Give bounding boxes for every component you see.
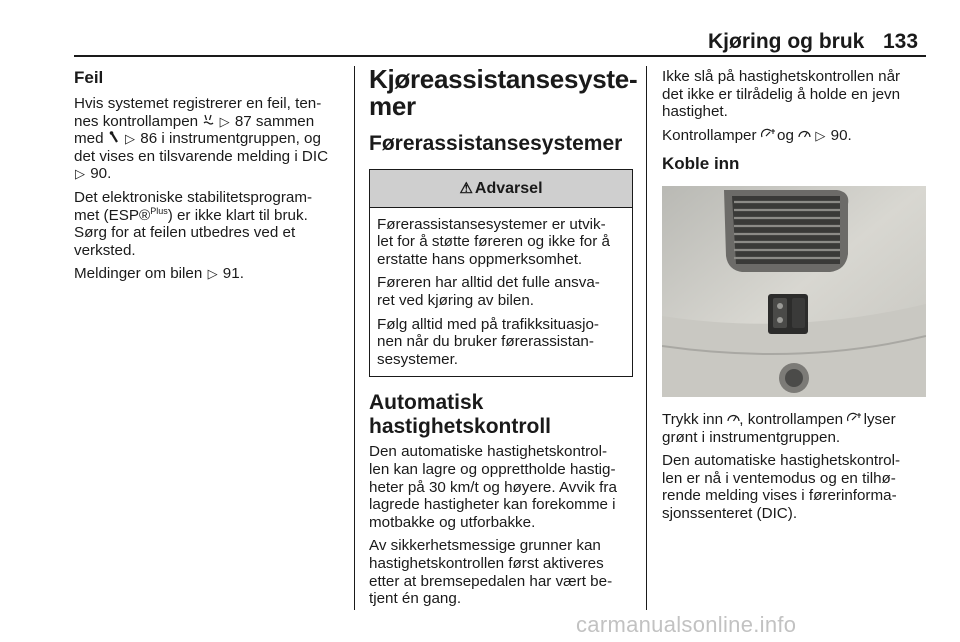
paragraph-fault: Hvis systemet registrerer en feil, ten- nes kontrollampen ▷ 87 sammen med ▷ 86 i instrumentgruppen, og det vises en tilsvarende melding i DIC ▷ 90. xyxy=(74,95,329,183)
cruise-control-icon xyxy=(798,127,810,145)
heading-feil: Feil xyxy=(74,68,104,87)
paragraph-indicator-lamps: Kontrollamper og ▷ 90. xyxy=(662,126,852,144)
cruise-control-set-icon xyxy=(761,127,773,145)
paragraph-standby: Den automatiske hastighetskontrol- len er nå i ventemodus og en tilhø- rende melding vises i førerinforma- sjonssenteret (DIC). xyxy=(662,452,901,522)
page-ref-arrow-icon: ▷ xyxy=(815,127,826,143)
heading-koble-inn: Koble inn xyxy=(662,154,740,174)
page-number: 133 xyxy=(883,30,919,53)
warning-header: ⚠ Advarsel xyxy=(370,170,632,208)
cruise-control-icon xyxy=(727,411,739,429)
service-wrench-icon xyxy=(108,130,120,148)
column-3-lower xyxy=(662,411,928,529)
dashboard-switch-photo xyxy=(662,186,926,397)
warning-body: Førerassistansesystemer er utvik- let for å støtte føreren og ikke for å erstatte hans oppmerksomhet. Føreren har alltid det fulle ansva- ret ved kjøring av bilen. Følg alltid med på trafikksituasjo- nen når du bruker førerassistan- sesystemer. xyxy=(377,215,610,368)
page-ref-arrow-icon: ▷ xyxy=(75,166,85,182)
paragraph-press: Trykk inn , kontrollampen lyser grønt i instrumentgruppen. xyxy=(662,411,896,446)
paragraph-messages: Meldinger om bilen ▷ 91. xyxy=(74,265,244,283)
heading-driver-assistance: Kjøreassistansesyste- mer xyxy=(369,64,638,121)
page-ref-arrow-icon: ▷ xyxy=(219,113,230,129)
column-2 xyxy=(369,64,638,614)
cruise-control-set-icon xyxy=(847,411,859,429)
column-divider-2 xyxy=(646,66,647,610)
paragraph-cruise-safety: Av sikkerhetsmessige grunner kan hastighetskontrollen først aktiveres etter at bremsepedalen har vært be- tjent én gang. xyxy=(369,537,613,608)
column-divider-1 xyxy=(354,66,355,610)
paragraph-do-not-use: Ikke slå på hastighetskontrollen når det ikke er tilrådelig å holde en jevn hastighet. xyxy=(662,68,901,121)
paragraph-esp: Det elektroniske stabilitetsprogram- met (ESP®$^{Plus}$) er ikke klart til bruk. Sørg for at feilen utbedres ved et verksted. xyxy=(74,188,313,259)
column-1 xyxy=(74,68,346,289)
watermark: carmanualsonline.info xyxy=(576,612,797,637)
heading-cruise-control: Automatisk hastighetskontroll xyxy=(369,391,552,439)
heading-assistance-systems: Førerassistansesystemer xyxy=(369,132,623,155)
column-3 xyxy=(662,68,928,181)
page-ref-arrow-icon: ▷ xyxy=(207,266,218,282)
warning-box xyxy=(369,169,633,377)
header-rule xyxy=(74,55,926,57)
warning-triangle-icon: ⚠ xyxy=(459,180,473,197)
stabilitrak-off-icon xyxy=(202,113,214,131)
page-ref-arrow-icon: ▷ xyxy=(125,131,136,147)
page-header-title: Kjøring og bruk xyxy=(708,30,865,53)
paragraph-cruise-intro: Den automatiske hastighetskontrol- len kan lagre og opprettholde hastig- heter på 30 km/t og høyere. Avvik fra lagrede hastigheter kan forekomme i motbakke og utforbakke. xyxy=(369,443,617,531)
